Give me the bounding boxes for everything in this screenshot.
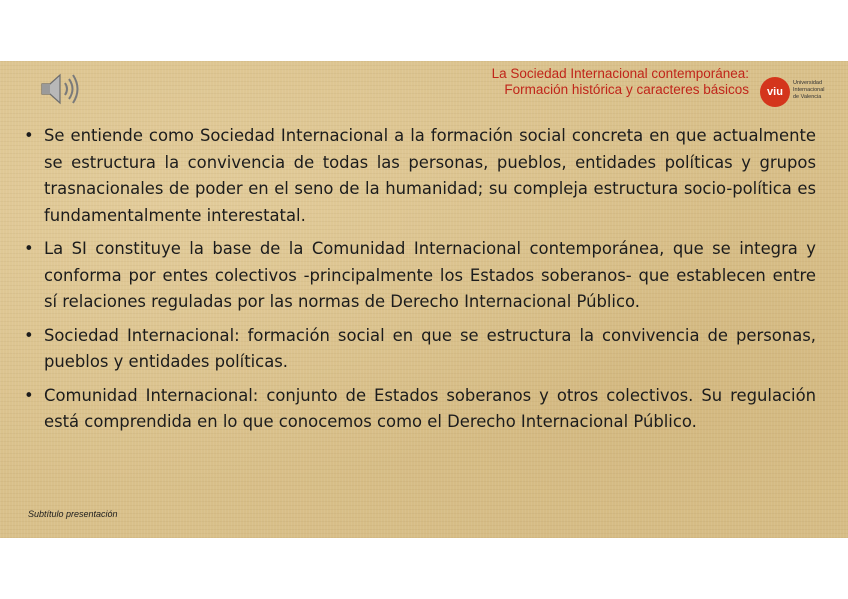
viu-logo [760, 77, 840, 107]
bullet-text: La SI constituye la base de la Comunidad Internacional contemporánea, que se integra y conforma por entes colectivos -principalmente los Estados soberanos- que establecen entre sí relaciones reguladas por las normas de Derecho Internacional Público. [44, 239, 816, 311]
bullet-text: Sociedad Internacional: formación social en que se estructura la convivencia de personas, pueblos y entidades políticas. [44, 325, 816, 371]
presentation-subtitle: Subtítulo presentación [28, 509, 118, 519]
logo-line-3: de Valencia [793, 94, 822, 100]
bullet-text: Se entiende como Sociedad Internacional a la formación social concreta en que actualmente se estructura la convivencia de todas las personas, pueblos, entidades políticas y grupos trasnacionales de poder en el seno de la humanidad; su compleja estructura socio-política es fundamentalmente interestatal. [44, 126, 816, 225]
logo-line-1: Universidad [793, 80, 823, 86]
bullet-item [24, 123, 816, 229]
bullet-glyph: • [24, 325, 34, 345]
slide-title-line-1: La Sociedad Internacional contemporánea: [491, 66, 749, 81]
viu-logo-mark: viu [760, 77, 790, 107]
bullet-glyph: • [24, 385, 34, 405]
bullet-list [24, 123, 816, 443]
bullet-glyph: • [24, 126, 34, 145]
slide-title-line-2: Formación histórica y caracteres básicos [504, 82, 749, 97]
speaker-icon[interactable] [40, 71, 84, 107]
logo-line-2: Internacional [793, 87, 825, 93]
bullet-item [24, 236, 816, 316]
bullet-item [24, 383, 816, 436]
slide-title [492, 66, 749, 98]
bullet-glyph: • [24, 239, 34, 258]
slide [0, 61, 848, 538]
viu-logo-text [793, 80, 825, 101]
bullet-text: Comunidad Internacional: conjunto de Estados soberanos y otros colectivos. Su regulación está comprendida en lo que conocemos como el Derecho Internacional Público. [44, 385, 816, 431]
bullet-item [24, 323, 816, 376]
